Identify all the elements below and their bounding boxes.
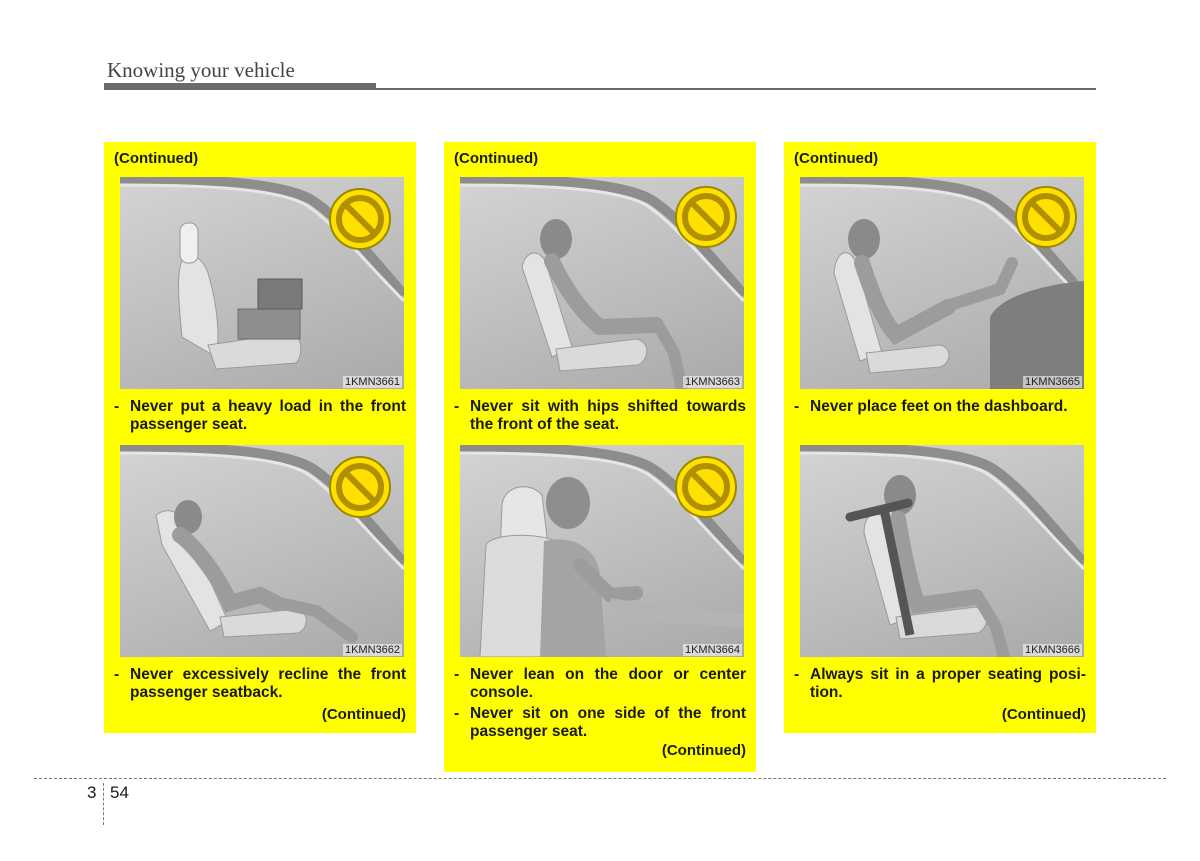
instruction-item: - Never put a heavy load in the front passenger seat. bbox=[114, 398, 406, 433]
instruction-item: - Never sit with hips shifted towards the front of the seat. bbox=[454, 398, 746, 433]
instruction-item: - Never excessively recline the front passenger seatback. bbox=[114, 666, 406, 701]
figure-code: 1KMN3661 bbox=[344, 376, 400, 388]
figure-code: 1KMN3663 bbox=[684, 376, 740, 388]
illustration-reclined-seatback bbox=[120, 445, 404, 657]
page-number: 54 bbox=[110, 783, 129, 802]
page-header-title: Knowing your vehicle bbox=[107, 58, 295, 82]
continued-footer: (Continued) bbox=[1001, 706, 1086, 723]
continued-label: (Continued) bbox=[794, 150, 879, 167]
instruction-item: - Never lean on the door or center console. bbox=[454, 666, 746, 701]
no-symbol-icon bbox=[1016, 187, 1076, 247]
figure-code: 1KMN3664 bbox=[684, 644, 740, 656]
page-number-divider bbox=[103, 783, 104, 825]
continued-footer: (Continued) bbox=[321, 706, 406, 723]
illustration-feet-on-dashboard bbox=[800, 177, 1084, 389]
warning-box-2 bbox=[444, 142, 756, 772]
instruction-item: - Never place feet on the dashboard. bbox=[794, 398, 1068, 415]
illustration-heavy-load bbox=[120, 177, 404, 389]
illustration-proper-position bbox=[800, 445, 1084, 657]
figure-code: 1KMN3665 bbox=[1024, 376, 1080, 388]
warning-box-3 bbox=[784, 142, 1096, 733]
instruction-item: - Always sit in a proper seating posi-tion. bbox=[794, 666, 1086, 701]
illustration-hips-shifted bbox=[460, 177, 744, 389]
illustration-leaning bbox=[460, 445, 744, 657]
header-rule bbox=[104, 88, 1096, 90]
no-symbol-icon bbox=[330, 189, 390, 249]
footer-rule bbox=[34, 778, 1166, 779]
no-symbol-icon bbox=[676, 457, 736, 517]
continued-footer: (Continued) bbox=[661, 742, 746, 759]
instruction-item: - Never sit on one side of the front passenger seat. bbox=[454, 705, 746, 740]
no-symbol-icon bbox=[330, 457, 390, 517]
no-symbol-icon bbox=[676, 187, 736, 247]
figure-code: 1KMN3662 bbox=[344, 644, 400, 656]
figure-code: 1KMN3666 bbox=[1024, 644, 1080, 656]
chapter-number: 3 bbox=[87, 783, 97, 802]
continued-label: (Continued) bbox=[114, 150, 199, 167]
warning-box-1 bbox=[104, 142, 416, 733]
continued-label: (Continued) bbox=[454, 150, 539, 167]
